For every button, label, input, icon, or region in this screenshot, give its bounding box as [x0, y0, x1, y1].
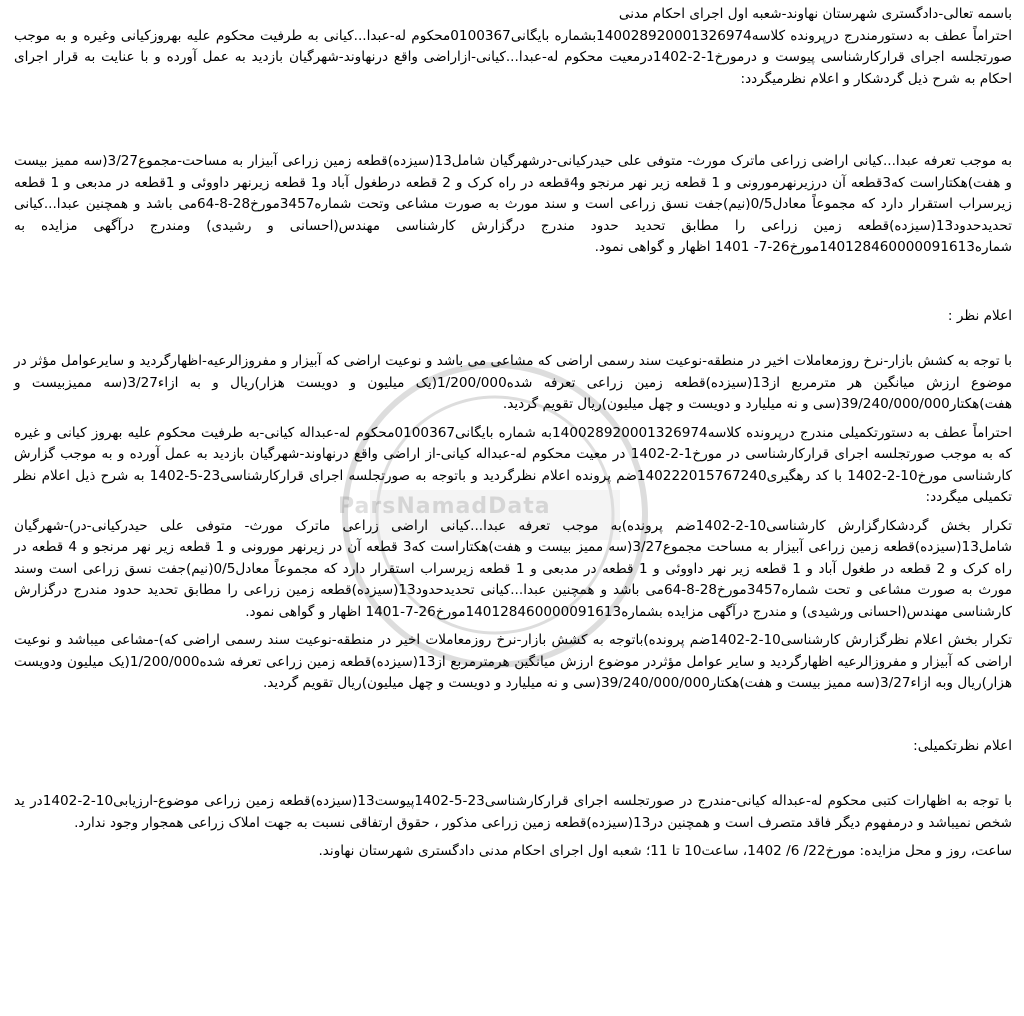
- watermark-text: ParsNamadData: [338, 494, 551, 519]
- spacer: [14, 702, 1012, 736]
- repeat-opinion-paragraph: تکرار بخش اعلام نظرگزارش کارشناسی10-2-1402ضم پرونده)باتوجه به کشش بازار-نرخ روزمعاملات اخیر در منطقه-نوعیت سند رسمی اراضی که)-مشاعی میباشد و نوعیت اراضی که آبیزار و مفروزالرعیه اظهارگردید و سایر عوامل مؤثردر موضوع ارزش میانگین هرمترمربع از13(سیزده)قطعه زمین زراعی تعرفه شده1/200/000(یک میلیون ودویست هزار)ریال وبه ازاء3/27(سه ممیز بیست و هفت)هکتار39/240/000/000(سی و نه میلیارد و دویست و چهل میلیون)ریال تقویم گردید.: [14, 632, 1012, 691]
- description-paragraph: به موجب تعرفه عبدا...کیانی اراضی زراعی ماترک مورث- متوفی علی حیدرکیانی-درشهرگیان شامل13(سیزده)قطعه زمین زراعی آبیزار به مساحت-مجموع3/27(سه ممیز بیست و هفت)هکتاراست که3قطعه آن درزیرنهرمورونی و 1 قطعه زیر نهر مرنجو و4قطعه در راه کرک و 2 قطعه درطغول آباد و1 قطعه زیرنهر داووئی و 1قطعه در مدبعی و 1 قطعه زیرسراب استقرار دارد که مجموعاً معادل0/5(نیم)جفت نسق زراعی است و سند مورث به صورت مشاعی وتحت شماره3457مورخ28-8-64می باشد و همچنین عبدا...کیانی تحدیدحدود13(سیزده)قطعه زمین زراعی را مطابق تحدید حدود مندرج درگزارش کارشناسی مهندس(احسانی و رشیدی) ومندرج درآگهی مزایده به شماره140128460000091613مورخ26-7- 1401 اظهار و گواهی نمود.: [14, 153, 1012, 255]
- supplementary-heading: اعلام نظرتکمیلی:: [913, 737, 1012, 754]
- auction-info-line: ساعت، روز و محل مزایده: مورخ22/ 6/ 1402، ساعت10 تا 11؛ شعبه اول اجرای احکام مدنی دادگستری شهرستان نهاوند.: [318, 843, 1012, 859]
- spacer: [14, 266, 1012, 306]
- opinion-paragraph: با توجه به کشش بازار-نرخ روزمعاملات اخیر در منطقه-نوعیت سند رسمی اراضی که مشاعی می باشد و نوعیت اراضی که آبیزار و مفروزالرعیه-اظهارگردید و سایرعوامل مؤثر در موضوع ارزش میانگین هر مترمربع از13(سیزده)قطعه زمین زراعی تعرفه شده1/200/000(یک میلیون و دویست هزار)ریال و به ازاء3/27(سه ممیزبیست و هفت)هکتار39/240/000/000(سی و نه میلیارد و دویست و چهل میلیون)ریال تقویم گردید.: [14, 353, 1012, 412]
- intro-paragraph: احتراماً عطف به دستورمندرج درپرونده کلاسه140028920001326974بشماره بایگانی0100367محکوم له-عبدا...کیانی به طرفیت محکوم علیه بهروزکیانی وغیره و به موجب صورتجلسه اجرای قرارکارشناسی پیوست و درمورخ1-2-1402درمعیت محکوم له-عبدا...کیانی-ازاراضی واقع درنهاوند-شهرگیان بازدید به عمل آورده و با عنایت به قرار اجرای احکام به شرح ذیل گردشکار و اعلام نظرمیگردد:: [14, 27, 1012, 87]
- spacer: [14, 327, 1012, 351]
- supplementary-opinion-paragraph: با توجه به اظهارات کتبی محکوم له-عبداله کیانی-مندرج در صورتجلسه اجرای قرارکارشناسی23-5-1402پیوست13(سیزده)قطعه زمین زراعی موضوع-ارزیابی10-2-1402در ید شخص نمیباشد و درمفهوم دیگر فاقد متصرف است و همچنین در13(سیزده)قطعه زمین زراعی مذکور ، حقوق ارتفاقی نسبت به جهت املاک زراعی همجوار وجود ندارد.: [14, 793, 1012, 831]
- opinion-heading: اعلام نظر :: [947, 307, 1012, 324]
- document-title-line: باسمه تعالی-دادگستری شهرستان نهاوند-شعبه اول اجرای احکام مدنی: [618, 6, 1012, 22]
- supplementary-intro-paragraph: احتراماً عطف به دستورتکمیلی مندرج درپرونده کلاسه140028920001326974به شماره بایگانی0100367محکوم له-عبداله کیانی-به طرفیت محکوم علیه بهروز کیانی و غیره که به موجب صورتجلسه اجرای قرارکارشناسی در مورخ1-2-1402 در معیت محکوم له-عبداله کیانی-از اراضی واقع درنهاوند-شهرگیان بازدید به عمل آورده و به موجب گزارش کارشناسی مورخ10-2-1402 با کد رهگیری140222015767240ضم پرونده اعلام نظرگردید و باتوجه به صورتجلسه اجرای قرارکارشناسی23-5-1402 به شرح ذیل اعلام نظر تکمیلی میگردد:: [14, 424, 1012, 505]
- spacer: [14, 757, 1012, 791]
- repeat-workflow-paragraph: تکرار بخش گردشکارگزارش کارشناسی10-2-1402ضم پرونده)به موجب تعرفه عبدا...کیانی اراضی زراعی ماترک مورث- متوفی علی حیدرکیانی-در)-شهرگیان شامل13(سیزده)قطعه زمین زراعی آبیزار به مساحت مجموع3/27(سه ممیز بیست و هفت)هکتاراست که3 قطعه آن در زیرنهر مورونی و 1 قطعه زیر نهر مرنجو و 4 قطعه در راه کرک و 2 قطعه در طغول آباد و 1 قطعه زیر نهر داووئی و 1 قطعه در مدبعی و 1 قطعه زیرسراب استقرار دارد که مجموعاً معادل0/5(نیم)جفت نسق زراعی است وسند مورث به صورت مشاعی و تحت شماره3457مورخ28-8-64می باشد و همچنین عبدا...کیانی تحدیدحدود13(سیزده)قطعه زمین زراعی را مطابق تحدید حدود مندرج درگزارش کارشناسی مهندس(احسانی ورشیدی) و مندرج درآگهی مزایده بشماره140128460000091613مورخ26-7-1401 اظهار و گواهی نمود.: [14, 517, 1012, 620]
- spacer: [14, 97, 1012, 151]
